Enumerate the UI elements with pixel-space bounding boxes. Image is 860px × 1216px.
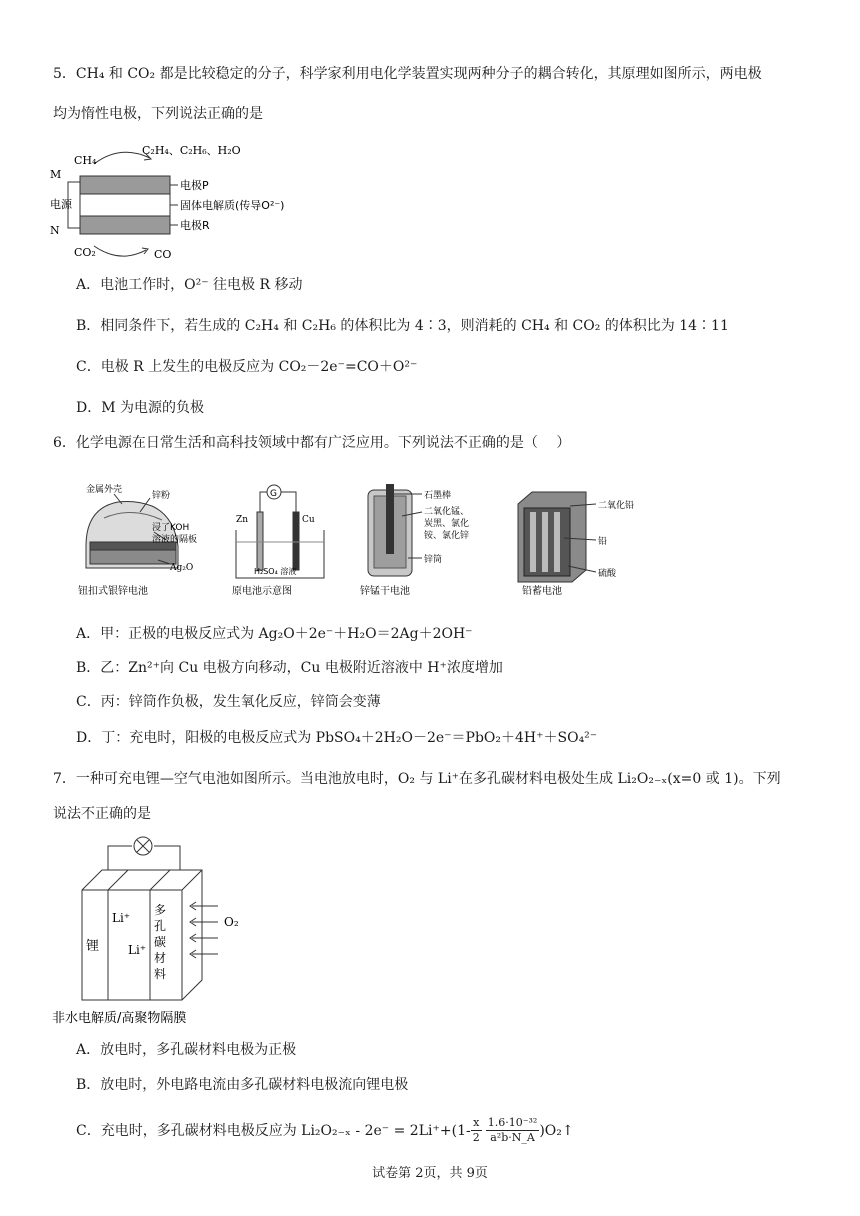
fig6d-caption: 铅蓄电池 xyxy=(522,586,562,597)
electrode-r xyxy=(80,216,170,234)
fig5-m: M xyxy=(50,168,62,181)
q7-option-c-suffix: )O₂↑ xyxy=(539,1122,574,1139)
fig6c-caption: 锌锰干电池 xyxy=(360,586,410,597)
q5-stem-line2: 均为惰性电极，下列说法正确的是 xyxy=(53,106,263,122)
q6-option-b: B．乙：Zn²⁺向 Cu 电极方向移动，Cu 电极附近溶液中 H⁺浓度增加 xyxy=(76,660,503,676)
fig6b-cu: Cu xyxy=(302,515,315,525)
q7-stem-line2: 说法不正确的是 xyxy=(53,806,151,822)
fig6d-pb: 铅 xyxy=(598,537,608,547)
fig6c-nh4cl: 铵、氯化锌 xyxy=(424,531,470,541)
q7-option-c-frac1: $\frac{x}{2}$ xyxy=(472,1116,480,1144)
q6-option-c: C．丙：锌筒作负极，发生氧化反应，锌筒会变薄 xyxy=(76,694,381,710)
fig5-label-r: 电极R xyxy=(180,219,210,232)
fig5-products: C₂H₄、C₂H₆、H₂O xyxy=(142,144,241,157)
q7-option-c-prefix: C．充电时，多孔碳材料电极反应为 Li₂O₂₋ₓ - 2e⁻ = 2Li⁺+(1- xyxy=(76,1122,471,1139)
fig6a-zinc: 锌粉 xyxy=(152,491,171,501)
q7-option-b: B．放电时，外电路电流由多孔碳材料电极流向锂电极 xyxy=(76,1077,409,1093)
electrode-p xyxy=(80,176,170,194)
q5-option-a: A．电池工作时，O²⁻ 往电极 R 移动 xyxy=(76,277,303,293)
fig7-caption: 非水电解质/高聚物隔膜 xyxy=(52,1011,187,1026)
q6-stem: 6．化学电源在日常生活和高科技领域中都有广泛应用。下列说法不正确的是（ ） xyxy=(53,435,571,451)
fig7-porous-carbon: 多 孔 碳 材 料 xyxy=(154,903,167,981)
fig6c-carbon: 炭黑、氯化 xyxy=(424,519,470,529)
fig6b-solution: H₂SO₄ 溶液 xyxy=(254,567,297,576)
q5-option-c: C．电极 R 上发生的电极反应为 CO₂－2e⁻=CO＋O²⁻ xyxy=(76,359,418,375)
fig6d-h2so4: 硫酸 xyxy=(598,569,617,579)
fig5-co: CO xyxy=(154,248,172,261)
fig7-o2: O₂ xyxy=(224,915,239,929)
q6-figure-dry-cell xyxy=(358,482,488,600)
fig5-label-p: 电极P xyxy=(180,179,209,192)
fig5-ch4: CH₄ xyxy=(74,154,97,167)
q6-figure-lead-acid xyxy=(510,482,640,600)
fig6b-caption: 原电池示意图 xyxy=(232,586,292,597)
solid-electrolyte xyxy=(80,194,170,216)
fig7-lithium: 锂 xyxy=(86,939,100,954)
q6-option-a: A．甲：正极的电极反应式为 Ag₂O＋2e⁻＋H₂O＝2Ag＋2OH⁻ xyxy=(76,626,473,642)
fig6b-zn: Zn xyxy=(236,515,249,525)
fig7-li-ion-1: Li⁺ xyxy=(112,911,131,925)
q7-option-a: A．放电时，多孔碳材料电极为正极 xyxy=(76,1042,297,1058)
fig6c-zinc-can: 锌筒 xyxy=(424,555,443,565)
q7-option-c-frac2: $\frac{\text{1.6·10⁻³²}}{\text{a²b·N\_A}}$ xyxy=(487,1116,538,1144)
fig6d-pbo2: 二氧化铅 xyxy=(598,501,635,511)
fig6c-mno2: 二氧化锰、 xyxy=(424,507,470,517)
q5-option-b: B．相同条件下，若生成的 C₂H₄ 和 C₂H₆ 的体积比为 4∶3，则消耗的 CH₄ 和 CO₂ 的体积比为 14∶11 xyxy=(76,318,729,334)
fig5-source: 电源 xyxy=(50,198,72,211)
fig6b-galvanometer: G xyxy=(270,489,277,499)
fig6a-shell: 金属外壳 xyxy=(86,485,123,495)
page-footer: 试卷第 2页，共 9页 xyxy=(372,1166,488,1181)
q6-option-d: D．丁：充电时，阳极的电极反应式为 PbSO₄＋2H₂O－2e⁻＝PbO₂＋4H⁺＋SO₄²⁻ xyxy=(76,730,598,746)
fig6a-separator: 溶液的隔板 xyxy=(152,535,198,545)
q5-option-d: D．M 为电源的负极 xyxy=(76,400,205,416)
fig6a-caption: 钮扣式银锌电池 xyxy=(78,586,148,597)
q7-stem-line1: 7．一种可充电锂—空气电池如图所示。当电池放电时，O₂ 与 Li⁺在多孔碳材料电极处生成 Li₂O₂₋ₓ(x=0 或 1)。下列 xyxy=(53,771,781,787)
fig5-co2: CO₂ xyxy=(74,246,96,259)
fig6c-graphite: 石墨棒 xyxy=(424,491,452,501)
q7-figure xyxy=(50,830,250,1030)
fig6a-koh: 浸了KOH xyxy=(152,523,190,533)
q6-figure-galvanic-cell xyxy=(224,482,342,600)
q5-stem-line1: 5．CH₄ 和 CO₂ 都是比较稳定的分子，科学家利用电化学装置实现两种分子的耦合转化，其原理如图所示，两电极 xyxy=(53,66,762,82)
q5-figure xyxy=(50,140,310,265)
fig5-label-electrolyte: 固体电解质(传导O²⁻) xyxy=(180,199,285,212)
q7-option-c xyxy=(76,1116,574,1145)
fig5-n: N xyxy=(50,224,60,237)
q6-figure-button-cell xyxy=(74,482,204,600)
fig6a-ag2o: Ag₂O xyxy=(170,563,194,573)
fig7-li-ion-2: Li⁺ xyxy=(128,943,147,957)
bottom-arrow xyxy=(94,246,146,256)
